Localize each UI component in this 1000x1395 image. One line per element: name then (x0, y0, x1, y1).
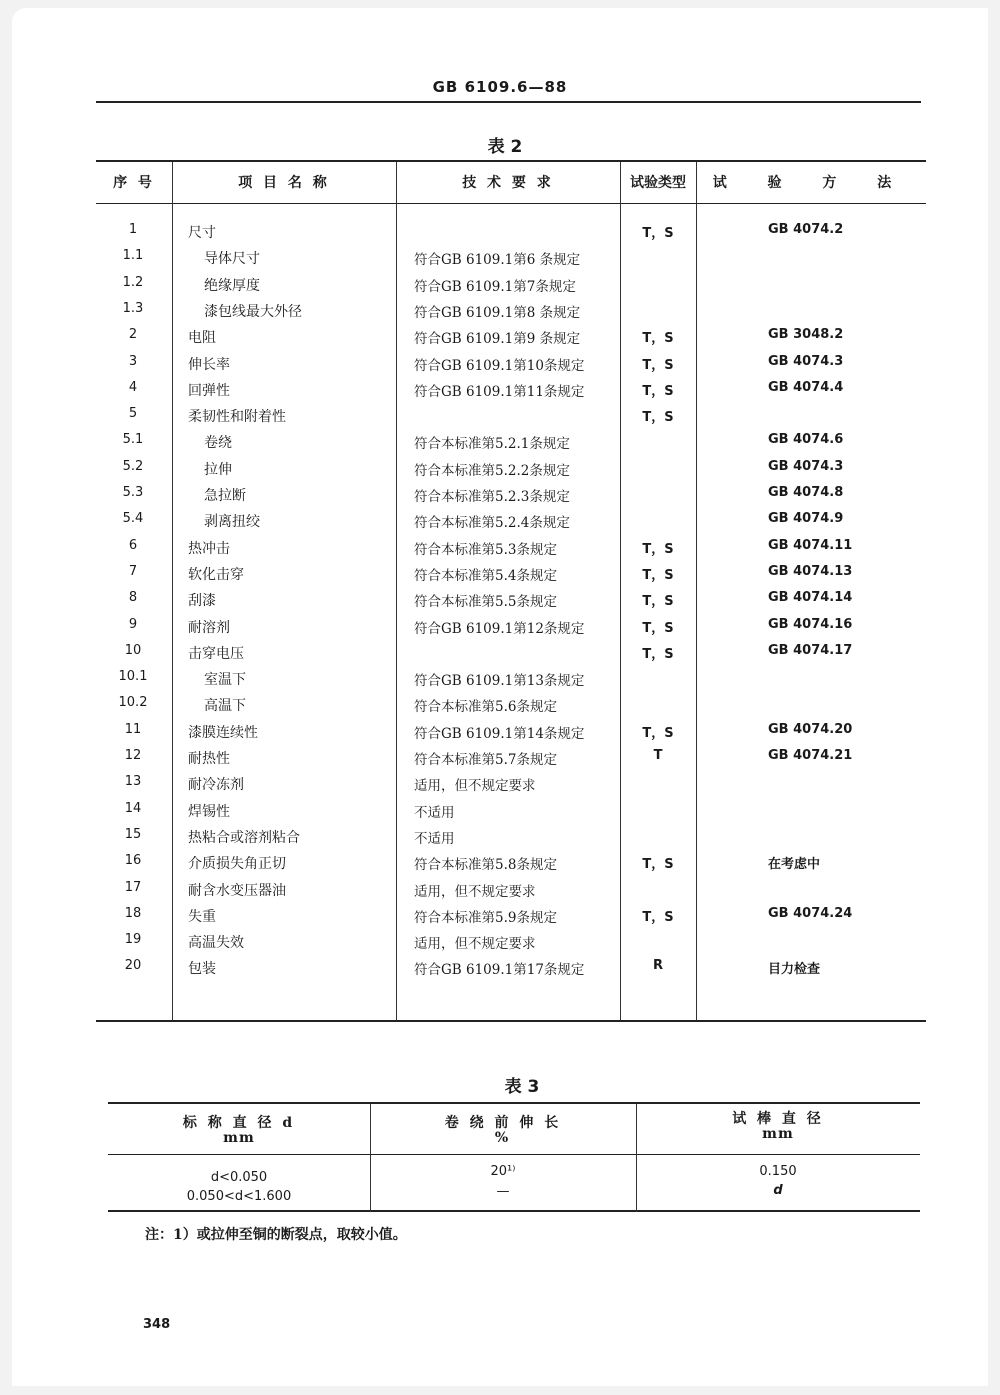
table2-col-divider (396, 162, 397, 1020)
row-item-name: 高温下 (204, 698, 246, 715)
row-item-name: 热粘合或溶剂粘合 (188, 829, 300, 846)
row-test-type: T，S (642, 226, 674, 241)
row-test-type: T，S (642, 620, 674, 636)
row-requirement: 适用，但不规定要求 (414, 883, 536, 900)
row-test-type: T，S (642, 383, 674, 399)
row-requirement: 符合GB 6109.1第14条规定 (414, 725, 585, 742)
row-seq: 16 (124, 853, 142, 869)
row-item-name: 热冲击 (188, 540, 230, 557)
row-seq: 4 (128, 379, 138, 395)
t3-row1-elongation: 20¹⁾ (490, 1164, 516, 1179)
row-test-method: GB 4074.17 (768, 642, 853, 658)
row-test-type: T (653, 748, 663, 763)
row-requirement: 符合GB 6109.1第10条规定 (414, 357, 585, 374)
row-requirement: 符合GB 6109.1第6 条规定 (414, 252, 581, 269)
row-seq: 5 (128, 406, 138, 422)
t3-header-elongation-unit: % (494, 1130, 512, 1146)
row-item-name: 耐溶剂 (188, 619, 230, 636)
row-test-type: T，S (642, 909, 674, 925)
row-requirement: 符合本标准第5.6条规定 (414, 699, 557, 716)
row-test-method: GB 4074.2 (768, 222, 844, 237)
row-seq: 10.2 (118, 695, 148, 711)
row-item-name: 介质损失角正切 (188, 856, 286, 873)
col-header-test-type: 试验类型 (630, 175, 686, 191)
col-header-requirement: 技 术 要 求 (462, 175, 554, 191)
t3-row1-diameter: d<0.050 (210, 1170, 268, 1185)
t3-row2-diameter: 0.050<d<1.600 (186, 1189, 292, 1204)
row-requirement: 符合GB 6109.1第13条规定 (414, 673, 585, 690)
row-seq: 7 (128, 563, 138, 579)
row-requirement: 符合本标准第5.2.4条规定 (414, 515, 570, 532)
row-requirement: 符合本标准第5.2.1条规定 (414, 436, 570, 453)
row-item-name: 失重 (188, 908, 216, 925)
row-item-name: 卷绕 (204, 435, 232, 452)
row-seq: 18 (124, 905, 142, 921)
t3-row1-mandrel: 0.150 (759, 1164, 797, 1179)
row-requirement: 符合本标准第5.8条规定 (414, 857, 557, 874)
row-seq: 17 (124, 879, 142, 895)
row-requirement: 符合本标准第5.5条规定 (414, 594, 557, 611)
row-seq: 5.3 (122, 485, 144, 500)
table3-caption: 表 3 (504, 1077, 540, 1097)
row-seq: 5.2 (122, 458, 144, 474)
row-requirement: 不适用 (414, 830, 455, 847)
row-test-type: T，S (642, 725, 674, 741)
table3-header-rule (108, 1154, 920, 1155)
row-seq: 14 (124, 800, 142, 816)
row-seq: 11 (124, 721, 142, 737)
row-item-name: 回弹性 (188, 382, 230, 399)
row-item-name: 尺寸 (188, 225, 216, 241)
t3-row2-mandrel: d (773, 1183, 783, 1198)
row-seq: 10 (124, 642, 142, 658)
row-test-method: GB 4074.3 (768, 353, 844, 369)
col-header-item-name: 项 目 名 称 (238, 175, 330, 191)
row-requirement: 符合GB 6109.1第7条规定 (414, 278, 576, 295)
row-test-method: GB 4074.14 (768, 590, 853, 606)
standard-number-header: GB 6109.6—88 (432, 78, 568, 96)
t3-header-diameter: 标 称 直 径 d (182, 1115, 296, 1131)
t3-header-elongation: 卷 绕 前 伸 长 (444, 1115, 562, 1131)
row-seq: 1.2 (122, 274, 144, 290)
row-item-name: 刮漆 (188, 593, 216, 610)
row-seq: 13 (124, 774, 142, 790)
row-requirement: 不适用 (414, 804, 455, 821)
row-test-method: 在考虑中 (768, 857, 821, 873)
row-item-name: 耐含水变压器油 (188, 882, 286, 899)
row-requirement: 符合GB 6109.1第17条规定 (414, 962, 585, 979)
row-seq: 20 (124, 958, 142, 974)
table2-caption: 表 2 (487, 137, 523, 157)
row-seq: 3 (128, 353, 138, 369)
page-number: 348 (143, 1317, 171, 1332)
row-requirement: 符合本标准第5.2.2条规定 (414, 462, 570, 479)
row-item-name: 软化击穿 (188, 566, 244, 583)
row-requirement: 符合GB 6109.1第11条规定 (414, 383, 585, 400)
row-requirement: 符合本标准第5.4条规定 (414, 567, 557, 584)
row-test-type: T，S (642, 541, 674, 557)
row-seq: 10.1 (118, 669, 148, 685)
row-item-name: 漆包线最大外径 (204, 303, 302, 320)
row-item-name: 伸长率 (188, 356, 230, 373)
row-test-type: R (652, 958, 663, 974)
t3-header-mandrel-unit: mm (762, 1126, 794, 1142)
row-item-name: 急拉断 (204, 488, 246, 504)
row-seq: 9 (128, 616, 138, 632)
row-seq: 1 (128, 222, 138, 237)
header-rule (96, 101, 921, 103)
row-test-method: GB 4074.9 (768, 511, 844, 527)
row-test-method: GB 4074.3 (768, 458, 844, 474)
row-item-name: 柔韧性和附着性 (188, 409, 286, 426)
row-test-method: GB 3048.2 (768, 327, 844, 343)
table-2 (96, 160, 926, 1022)
row-requirement: 符合GB 6109.1第8 条规定 (414, 304, 581, 321)
row-test-method: GB 4074.21 (768, 748, 853, 763)
row-test-method: GB 4074.20 (768, 721, 853, 737)
row-seq: 1.3 (122, 300, 144, 316)
row-test-method: GB 4074.24 (768, 905, 853, 921)
row-test-method: GB 4074.16 (768, 616, 853, 632)
row-test-method: GB 4074.6 (768, 432, 844, 448)
row-seq: 1.1 (122, 248, 144, 264)
row-seq: 15 (124, 826, 142, 842)
row-item-name: 击穿电压 (188, 645, 244, 662)
table3-bottom-rule (108, 1210, 920, 1212)
row-requirement: 符合GB 6109.1第9 条规定 (414, 331, 581, 348)
row-seq: 6 (128, 537, 138, 553)
row-requirement: 适用，但不规定要求 (414, 936, 536, 953)
row-item-name: 高温失效 (188, 935, 244, 952)
row-requirement: 符合本标准第5.3条规定 (414, 541, 557, 558)
table2-bottom-rule (96, 1020, 926, 1022)
row-test-method: GB 4074.13 (768, 563, 853, 579)
table2-col-divider (172, 162, 173, 1020)
row-item-name: 电阻 (188, 330, 216, 347)
row-test-method: GB 4074.11 (768, 537, 853, 553)
t3-header-mandrel: 试 棒 直 径 (732, 1111, 824, 1127)
table2-header-rule (96, 203, 926, 204)
row-item-name: 耐冷冻剂 (188, 777, 244, 794)
row-item-name: 包装 (188, 961, 216, 978)
row-requirement: 适用，但不规定要求 (414, 778, 536, 795)
row-seq: 5.1 (122, 432, 144, 448)
row-test-method: GB 4074.8 (768, 485, 844, 500)
footnote: 注：1）或拉伸至铜的断裂点，取较小值。 (145, 1227, 407, 1243)
row-requirement: 符合本标准第5.9条规定 (414, 909, 557, 926)
row-requirement: 符合本标准第5.7条规定 (414, 752, 557, 768)
t3-header-diameter-unit: mm (223, 1130, 255, 1146)
row-test-type: T，S (642, 567, 674, 583)
row-test-method: GB 4074.4 (768, 379, 844, 395)
row-seq: 12 (124, 748, 142, 763)
table3-top-rule (108, 1102, 920, 1104)
row-seq: 2 (128, 327, 138, 343)
row-item-name: 漆膜连续性 (188, 724, 258, 741)
row-requirement: 符合本标准第5.2.3条规定 (414, 489, 570, 505)
row-seq: 5.4 (122, 511, 144, 527)
row-test-type: T，S (642, 331, 674, 347)
row-test-type: T，S (642, 857, 674, 873)
row-item-name: 室温下 (204, 672, 246, 689)
row-item-name: 导体尺寸 (204, 251, 260, 268)
row-item-name: 剥离扭绞 (204, 514, 260, 531)
table-3 (108, 1102, 920, 1212)
col-header-test-method: 试 验 方 法 (712, 175, 910, 191)
col-header-seq: 序 号 (113, 175, 155, 191)
row-item-name: 耐热性 (188, 751, 230, 767)
row-item-name: 绝缘厚度 (204, 277, 260, 294)
row-test-type: T，S (642, 594, 674, 610)
row-item-name: 焊锡性 (188, 803, 230, 820)
row-test-type: T，S (642, 357, 674, 373)
row-seq: 8 (128, 590, 138, 606)
t3-row2-elongation: — (496, 1184, 510, 1199)
table2-top-rule (96, 160, 926, 162)
row-seq: 19 (124, 932, 142, 948)
row-requirement: 符合GB 6109.1第12条规定 (414, 620, 585, 637)
row-test-type: T，S (642, 410, 674, 426)
row-test-method: 目力检查 (768, 962, 821, 978)
row-item-name: 拉伸 (204, 461, 232, 478)
row-test-type: T，S (642, 646, 674, 662)
